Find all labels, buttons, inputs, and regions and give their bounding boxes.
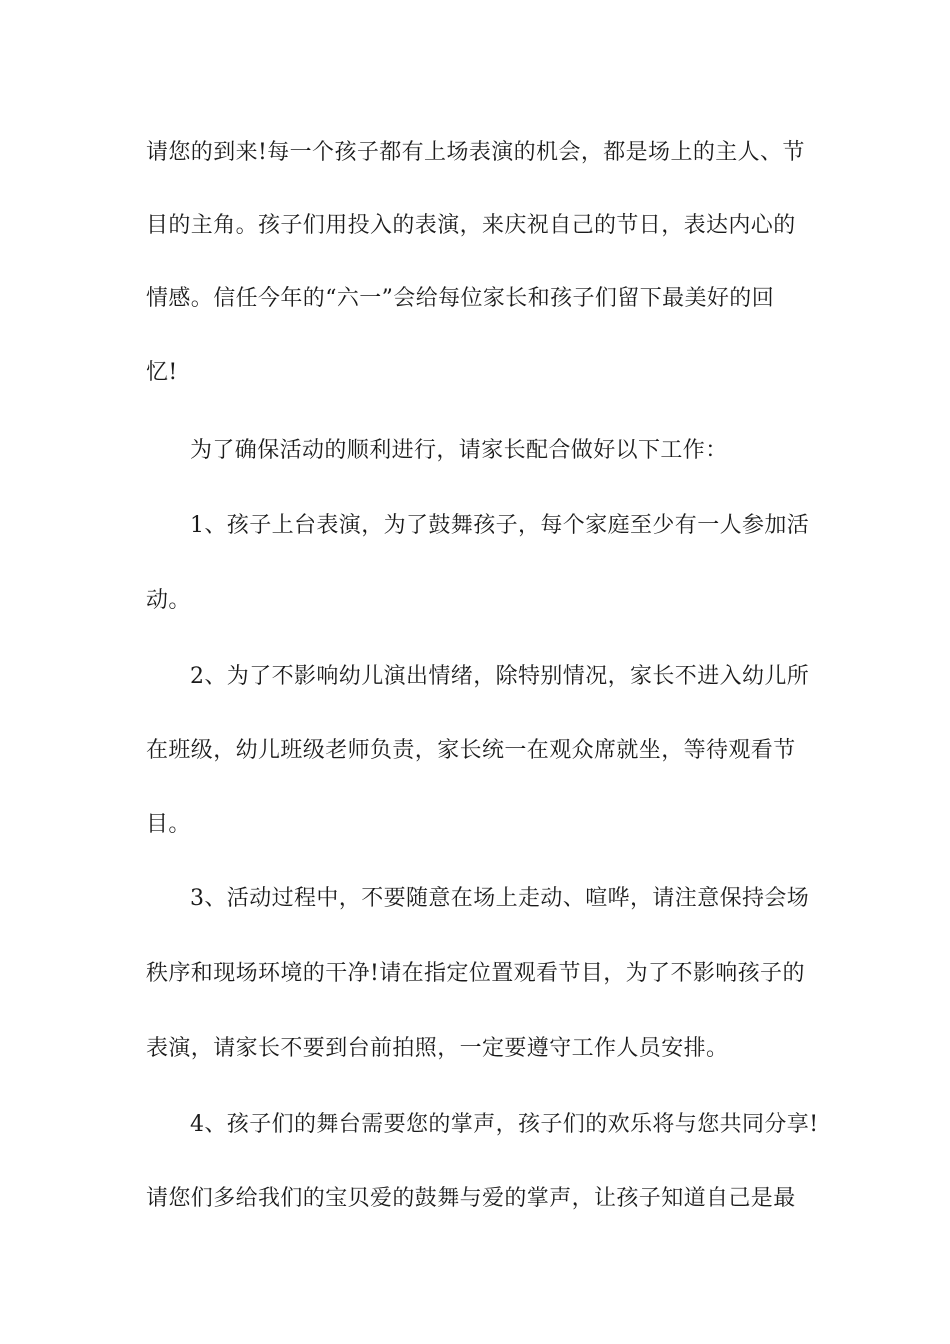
text-line-7: 动。 xyxy=(146,588,191,613)
text-line-6: 1、孩子上台表演，为了鼓舞孩子，每个家庭至少有一人参加活 xyxy=(190,513,810,538)
text-line-8: 2、为了不影响幼儿演出情绪，除特别情况，家长不进入幼儿所 xyxy=(190,664,810,689)
text-line-2: 目的主角。孩子们用投入的表演，来庆祝自己的节日，表达内心的 xyxy=(146,213,796,238)
text-line-10: 目。 xyxy=(146,812,191,837)
text-line-3: 情感。信任今年的“六一”会给每位家长和孩子们留下最美好的回 xyxy=(146,286,775,311)
text-line-5: 为了确保活动的顺利进行，请家长配合做好以下工作： xyxy=(190,438,728,463)
text-line-9: 在班级，幼儿班级老师负责，家长统一在观众席就坐，等待观看节 xyxy=(146,738,796,763)
text-line-4: 忆! xyxy=(146,360,178,385)
text-line-15: 请您们多给我们的宝贝爱的鼓舞与爱的掌声，让孩子知道自己是最 xyxy=(146,1186,796,1211)
text-line-11: 3、活动过程中，不要随意在场上走动、喧哗，请注意保持会场 xyxy=(190,886,810,911)
text-line-1: 请您的到来!每一个孩子都有上场表演的机会，都是场上的主人、节 xyxy=(146,140,805,165)
text-line-12: 秩序和现场环境的干净!请在指定位置观看节目，为了不影响孩子的 xyxy=(146,961,805,986)
text-line-13: 表演，请家长不要到台前拍照，一定要遵守工作人员安排。 xyxy=(146,1036,729,1061)
text-line-14: 4、孩子们的舞台需要您的掌声，孩子们的欢乐将与您共同分享! xyxy=(190,1112,819,1137)
